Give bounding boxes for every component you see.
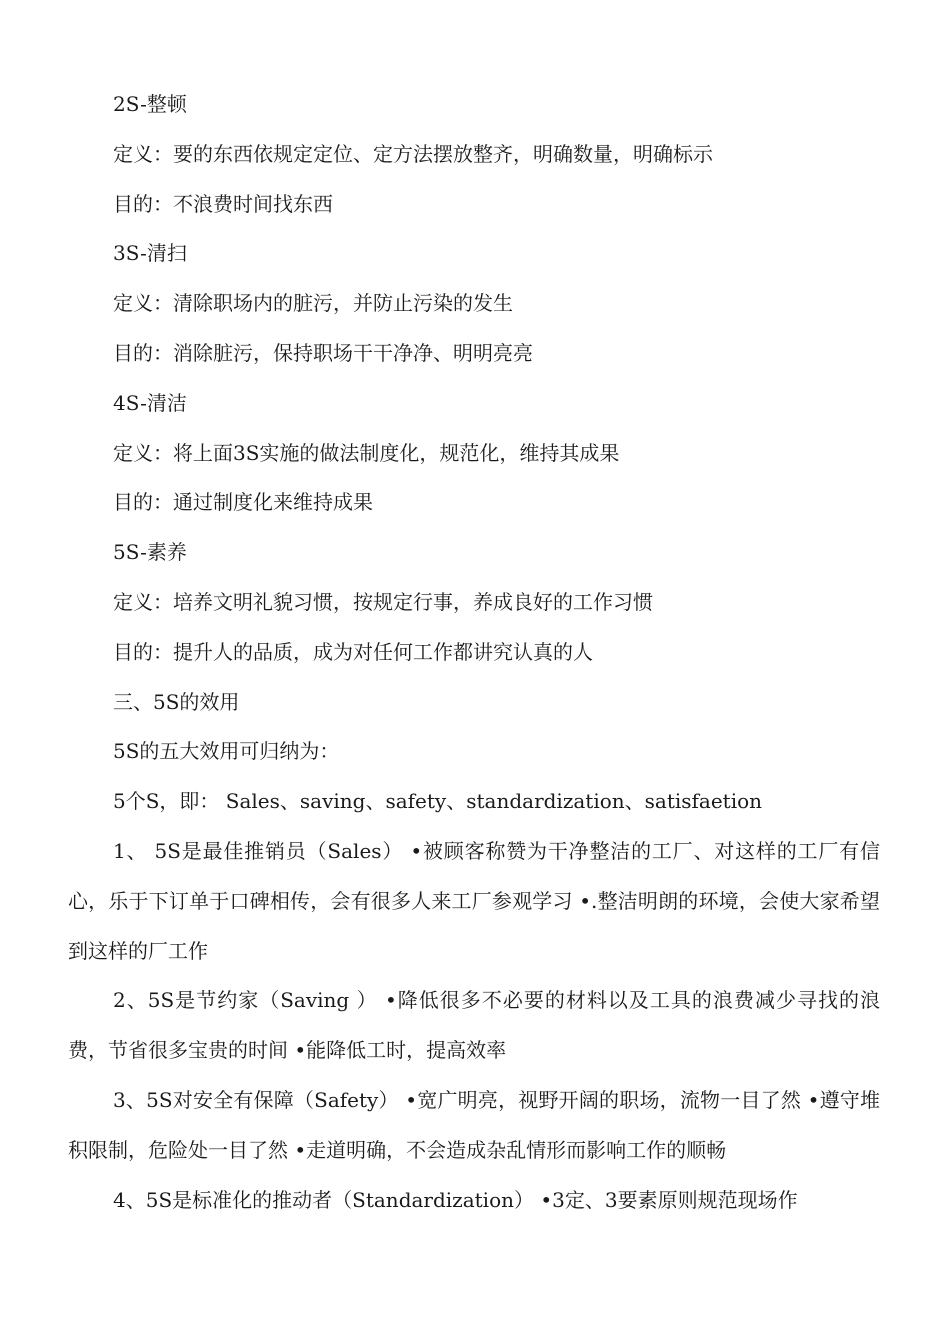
effect-paragraph-sales: 1、 5S是最佳推销员（Sales） •被顾客称赞为干净整洁的工厂、对这样的工厂有信心，乐于下订单于口碑相传，会有很多人来工厂参观学习 •.整洁明朗的环境，会使大家希望到这样的厂工作 <box>68 838 880 963</box>
effect-paragraph-standardization: 4、5S是标准化的推动者（Standardization） •3定、3要素原则规范现场作 <box>113 1187 798 1212</box>
definition-4s: 定义：将上面3S实施的做法制度化，规范化，维持其成果 <box>113 440 620 465</box>
purpose-4s: 目的：通过制度化来维持成果 <box>113 490 373 515</box>
definition-3s: 定义：清除职场内的脏污，并防止污染的发生 <box>113 291 513 316</box>
section-heading-effects: 三、5S的效用 <box>113 689 240 714</box>
effects-intro: 5S的五大效用可归纳为： <box>113 739 340 764</box>
definition-5s: 定义：培养文明礼貌习惯，按规定行事，养成良好的工作习惯 <box>113 589 653 614</box>
definition-2s: 定义：要的东西依规定定位、定方法摆放整齐，明确数量，明确标示 <box>113 141 713 166</box>
effect-paragraph-safety: 3、5S对安全有保障（Safety） •宽广明亮，视野开阔的职场，流物一目了然 •遵守堆积限制，危险处一目了然 •走道明确，不会造成杂乱情形而影响工作的顺畅 <box>68 1087 880 1162</box>
heading-5s: 5S-素养 <box>113 540 187 565</box>
purpose-3s: 目的：消除脏污，保持职场干干净净、明明亮亮 <box>113 340 533 365</box>
document-page <box>68 80 880 1225</box>
five-s-list: 5个S，即： Sales、saving、safety、standardization、satisfaetion <box>113 789 763 814</box>
effect-paragraph-saving: 2、5S是节约家（Saving ） •降低很多不必要的材料以及工具的浪费减少寻找的浪费，节省很多宝贵的时间 •能降低工时，提高效率 <box>68 988 880 1063</box>
heading-2s: 2S-整顿 <box>113 92 187 116</box>
heading-3s: 3S-清扫 <box>113 241 187 266</box>
purpose-2s: 目的：不浪费时间找东西 <box>113 191 333 216</box>
purpose-5s: 目的：提升人的品质，成为对任何工作都讲究认真的人 <box>113 639 593 664</box>
heading-4s: 4S-清洁 <box>113 390 187 415</box>
